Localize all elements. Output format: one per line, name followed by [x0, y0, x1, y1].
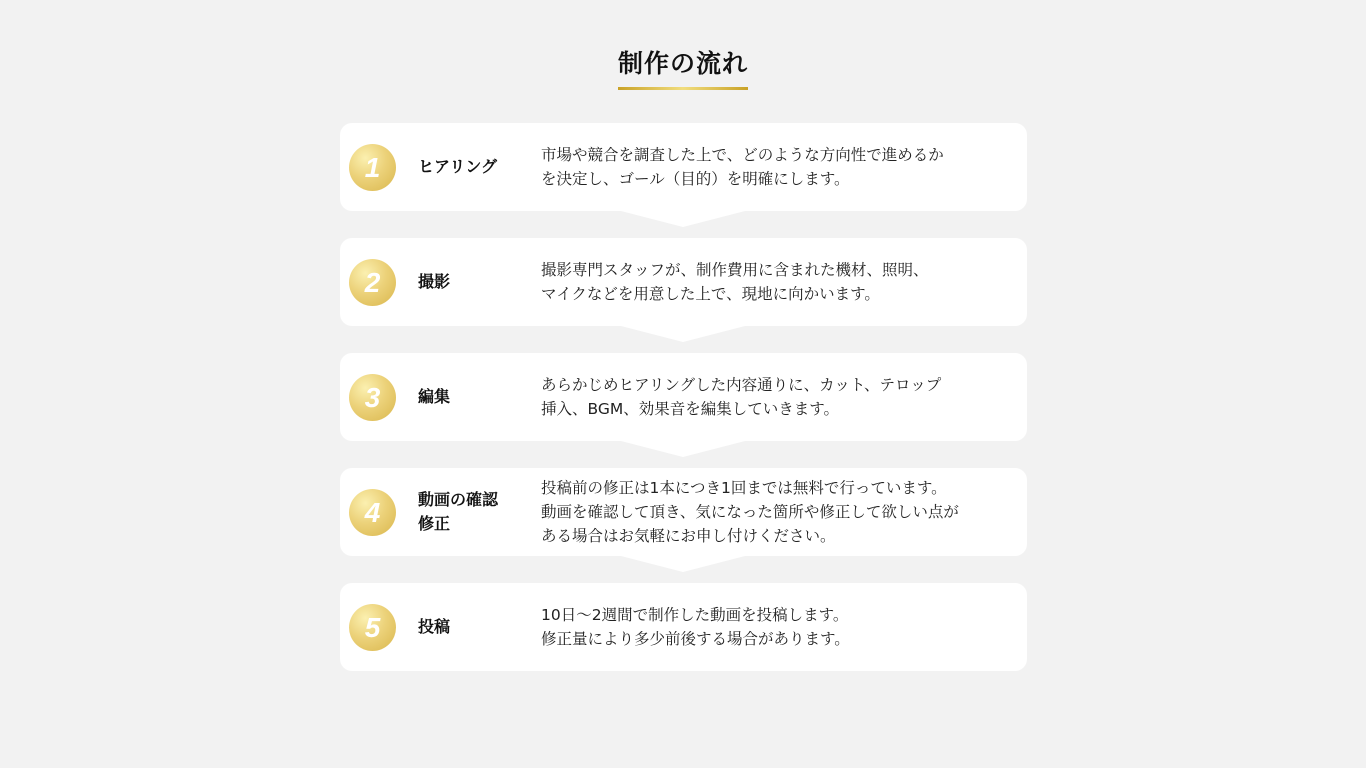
- step-number-badge: 5: [349, 604, 396, 651]
- flow-steps: [340, 123, 1027, 671]
- step-description-line: 市場や競合を調査した上で、どのような方向性で進めるか: [541, 146, 944, 164]
- step-number-badge: 2: [349, 259, 396, 306]
- step-description-line: 挿入、BGM、効果音を編集していきます。: [541, 400, 840, 418]
- down-arrow-connector: [621, 211, 745, 227]
- step-description-line: 撮影専門スタッフが、制作費用に含まれた機材、照明、: [541, 261, 929, 279]
- title-underline: [618, 87, 748, 90]
- step-number-badge: 4: [349, 489, 396, 536]
- step-label-line: 修正: [418, 514, 451, 533]
- step-label: 投稿: [418, 617, 451, 636]
- down-arrow-connector: [621, 556, 745, 572]
- step-label: ヒアリング: [418, 157, 498, 176]
- step-description: [541, 603, 1011, 651]
- step-description-line: ある場合はお気軽にお申し付けください。: [541, 527, 836, 545]
- step-card-5: [340, 583, 1027, 671]
- step-description-line: 修正量により多少前後する場合があります。: [541, 630, 850, 648]
- step-label: 編集: [418, 387, 451, 406]
- step-card-1: [340, 123, 1027, 211]
- title-area: [0, 44, 1366, 90]
- page-title-text: 制作の流れ: [617, 49, 748, 78]
- step-card-4: [340, 468, 1027, 556]
- step-number-badge: 3: [349, 374, 396, 421]
- step-description-line: あらかじめヒアリングした内容通りに、カット、テロップ: [541, 376, 942, 394]
- step-label: 撮影: [418, 272, 451, 291]
- step-description: [541, 476, 1011, 548]
- step-description-line: 10日〜2週間で制作した動画を投稿します。: [541, 606, 849, 624]
- step-number-badge: 1: [349, 144, 396, 191]
- down-arrow-connector: [621, 441, 745, 457]
- step-description: [541, 258, 1011, 306]
- step-label: [418, 488, 518, 536]
- step-card-3: [340, 353, 1027, 441]
- step-description-line: マイクなどを用意した上で、現地に向かいます。: [541, 285, 880, 303]
- step-card-2: [340, 238, 1027, 326]
- step-label-line: 動画の確認: [418, 490, 499, 509]
- step-description-line: を決定し、ゴール（目的）を明確にします。: [541, 170, 850, 188]
- step-description: [541, 143, 1011, 191]
- step-description-line: 動画を確認して頂き、気になった箇所や修正して欲しい点が: [541, 503, 959, 521]
- down-arrow-connector: [621, 326, 745, 342]
- step-description: [541, 373, 1011, 421]
- step-description-line: 投稿前の修正は1本につき1回までは無料で行っています。: [541, 479, 947, 497]
- page-title: [618, 44, 748, 90]
